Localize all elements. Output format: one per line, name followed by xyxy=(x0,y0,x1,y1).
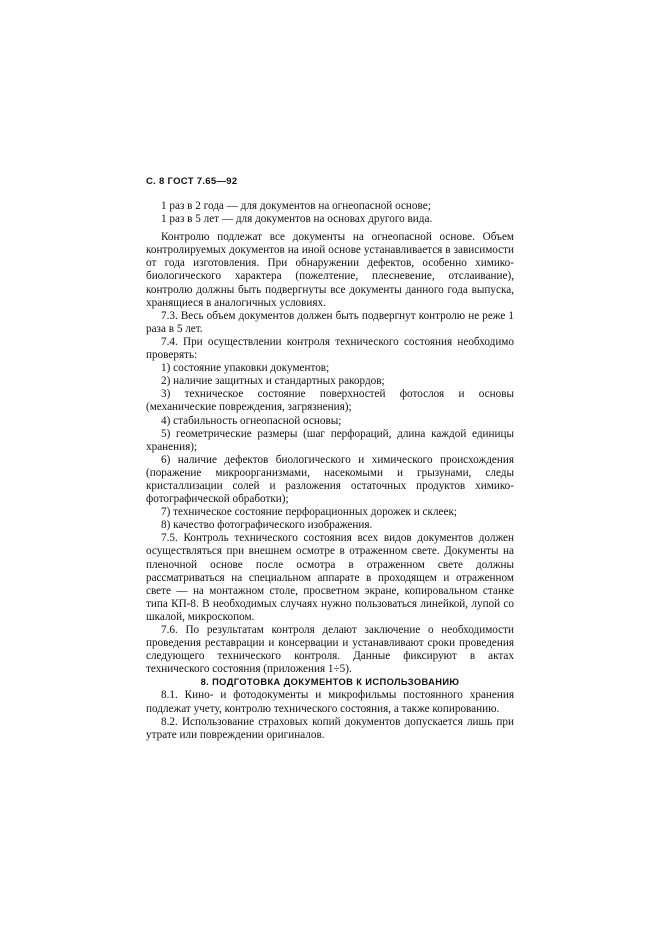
paragraph-control-scope: Контролю подлежат все документы на огнеопасной основе. Объем контролируемых документов на иной основе устанавливается в зависимости от года изготовления. При обнаружении дефектов, особенно химико-биологического характера (пожелтение, плесневение, отслаивание), контролю должны быть подвергнуты все документы данного года выпуска, хранящиеся в аналогичных условиях. xyxy=(146,231,514,309)
section-title: 8. ПОДГОТОВКА ДОКУМЕНТОВ К ИСПОЛЬЗОВАНИЮ xyxy=(200,677,460,688)
list-item-3: 3) техническое состояние поверхностей фотослоя и основы (механические повреждения, загрязнения); xyxy=(146,388,514,414)
list-item-6: 6) наличие дефектов биологического и химического происхождения (поражение микроорганизмами, насекомыми и грызунами, следы кристаллизации солей и разложения остаточных продуктов химико-фотографической обработки); xyxy=(146,453,514,506)
paragraph-8-2: 8.2. Использование страховых копий документов допускается лишь при утрате или повреждении оригиналов. xyxy=(146,715,514,741)
list-item-7: 7) техническое состояние перфорационных дорожек и склеек; xyxy=(161,506,458,519)
list-item-4: 4) стабильность огнеопасной основы; xyxy=(161,414,342,427)
paragraph-7-4: 7.4. При осуществлении контроля технического состояния необходимо проверять: xyxy=(146,335,514,362)
document-body xyxy=(146,200,514,742)
list-item-1: 1) состояние упаковки документов; xyxy=(161,362,330,375)
paragraph-8-1: 8.1. Кино- и фотодокументы и микрофильмы постоянного хранения подлежат учету, контролю технического состояния, а также копированию. xyxy=(146,689,514,715)
paragraph-schedule-other: 1 раз в 5 лет — для документов на основах другого вида. xyxy=(161,213,433,226)
list-item-5: 5) геометрические размеры (шаг перфораций, длина каждой единицы хранения); xyxy=(146,427,514,453)
paragraph-schedule-flammable: 1 раз в 2 года — для документов на огнеопасной основе; xyxy=(161,200,431,212)
page-header: С. 8 ГОСТ 7.65—92 xyxy=(146,176,238,187)
list-item-2: 2) наличие защитных и стандартных ракордов; xyxy=(161,375,385,388)
paragraph-7-5: 7.5. Контроль технического состояния всех видов документов должен осуществляться при внешнем осмотре в отраженном свете. Документы на пленочной основе после осмотра в отраженном свете должны рассматриваться на специальном аппарате в проходящем и отраженном свете — на монтажном столе, просветном экране, копировальном станке типа КП-8. В необходимых случаях нужно пользоваться линейкой, лупой со шкалой, микроскопом. xyxy=(146,532,514,623)
paragraph-7-3: 7.3. Весь объем документов должен быть подвергнут контролю не реже 1 раза в 5 лет. xyxy=(146,309,514,335)
list-item-8: 8) качество фотографического изображения. xyxy=(161,519,373,532)
paragraph-7-6: 7.6. По результатам контроля делают заключение о необходимости проведения реставрации и консервации и устанавливают сроки проведения следующего технического контроля. Данные фиксируют в актах технического состояния (приложения 1÷5). xyxy=(146,624,514,676)
